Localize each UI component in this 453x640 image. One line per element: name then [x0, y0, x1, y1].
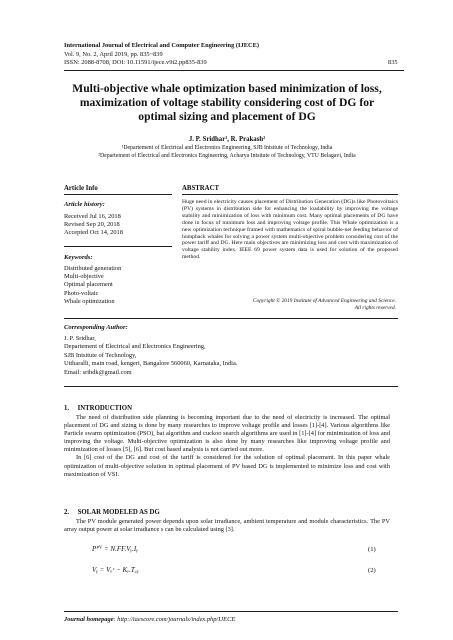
journal-name: International Journal of Electrical and Computer Engineering (IJECE) [64, 42, 259, 49]
keyword-item: Photo-voltaic [64, 289, 99, 297]
paper-title: Multi-objective whale optimization based minimization of loss, maximization of voltage stability considering cost of DG for optimal sizing and placement of DG [72, 82, 382, 123]
introduction-paragraph-1: The need of distribution side planning is becoming important due to the need of electricity is increased. The optimal placement of DG and sizing is done by many researches to improve voltage profile and losses [1]-[4]. Various algorithms like Particle swarm optimization (PSO), bat algorithm and cuckoo search algorithms are used in [1]-[4] for minimization of loss and improving the voltage. Multi-objective optimization is also done by many researches like improving voltage profile and minimization of losses [5], [6]. But cost based analysis is not carried out more. [64, 414, 390, 454]
abstract-heading: ABSTRACT [182, 185, 220, 192]
copyright [182, 298, 396, 312]
abstract-rule [182, 194, 398, 195]
section2-paragraph: The PV module generated power depends upon solar irradiance, ambient temperature and module characteristics. The PV array output power at solar irradiance s can be calculated using [3]. [64, 518, 390, 534]
history-received: Received Jul 16, 2018 [64, 213, 121, 220]
section2-heading: 2. SOLAR MODELED AS DG [64, 509, 160, 516]
keyword-item: Multi-objective [64, 273, 104, 281]
corresponding-bottom-rule [64, 386, 398, 387]
corresponding-name: J. P. Sridhar, [64, 335, 96, 342]
page-number: 835 [388, 59, 398, 66]
history-revised: Revised Sep 20, 2018 [64, 221, 120, 229]
journal-issn: ISSN: 2088-8708, DOI: 10.11591/ijece.v9i2.pp835-839 [64, 59, 207, 66]
corresponding-address: Uttharalli, main road, kengeri, Bangalore 560060, Karnataka, India. [64, 360, 238, 368]
introduction-body [64, 414, 390, 479]
article-info-rule [64, 194, 172, 195]
copyright-line-2: All rights reserved. [354, 305, 396, 311]
corresponding-email: Email: srihdk@gmail.com [64, 368, 132, 376]
introduction-heading: 1. INTRODUCTION [64, 405, 132, 412]
corresponding-details [64, 335, 237, 377]
keyword-item: Whale optimization [64, 297, 115, 305]
affiliation-1: ¹Departement of Electrical and Electronics Engineering, SJB Intsitute of Technology, India [121, 145, 333, 151]
equation-1-number: (1) [368, 546, 376, 553]
affiliations [52, 144, 402, 160]
corresponding-inst: SJB Intsitute of Technology, [64, 351, 137, 359]
equation-1: Pᴾⱽ = N.FF.Vᵧ.Iᵧ [92, 545, 138, 553]
section2-body [64, 518, 390, 534]
article-info-heading: Article Info [64, 185, 98, 192]
keyword-item: Optimal placement [64, 281, 113, 289]
authors: J. P. Sridhar¹, R. Prakash² [188, 136, 266, 143]
journal-homepage [64, 616, 235, 623]
keywords-rule [64, 246, 172, 247]
equation-2: Vᵧ = Vₒᶜ − Kᵥ.T꜀ᵧ [92, 566, 139, 574]
keywords-heading: Keywords: [64, 254, 93, 261]
corresponding-dept: Departement of Electrical and Electronics Engineering, [64, 343, 206, 351]
history-list [64, 213, 123, 238]
corresponding-heading: Corresponding Author: [64, 324, 128, 331]
journal-volume: Vol. 9, No. 2, April 2019, pp. 835~839 [64, 51, 163, 58]
affiliation-2: ²Departement of Electrical and Electronics Engineering, Acharya Intsitute of Technology, VTU Belagavi, India [98, 153, 356, 159]
footer-rule [64, 611, 398, 612]
history-accepted: Accepted Oct 14, 2018 [64, 229, 123, 237]
corresponding-rule [64, 318, 398, 319]
introduction-paragraph-2: In [6] cost of the DG and cost of the tariff is considered for the solution of optimal placement. In this paper whale optimization of multi-objective solution in optimal placement of PV based DG is implemented to minimize loss and cost with maximization of VSI. [64, 454, 390, 478]
keywords-list [64, 265, 121, 306]
keyword-item: Distributed generation [64, 265, 122, 272]
header-rule [64, 70, 404, 71]
abstract-text: Huge need in electricity causes placement of Distribution Generation (DG)s like Photovoltaics (PV) systems in distribution side for enhancing the loadability by improving the voltage stability and minimization of loss with minimum cost. Many optimal placements of DG have done in focus of minimum loss and improving voltage profile. This Whale optimization is a new optimization technique framed with mathematics of spiral bubble-net feeding behavior of humpback whales for solving a power system multi-objective problem considering cost of the power tariff and DG. Here main objectives are minimizing loss and cost with maximization of voltage stability index. IEEE 69 power system data is used for solution of the proposed method. [182, 199, 398, 261]
homepage-label: Journal homepage [64, 616, 114, 623]
equation-2-number: (2) [368, 567, 376, 574]
homepage-link[interactable]: : http://iaescore.com/journals/index.php/IJECE [113, 616, 236, 623]
copyright-line-1: Copyright © 2019 Institute of Advanced Engineering and Science. [252, 298, 396, 304]
history-heading: Article history: [64, 201, 105, 208]
